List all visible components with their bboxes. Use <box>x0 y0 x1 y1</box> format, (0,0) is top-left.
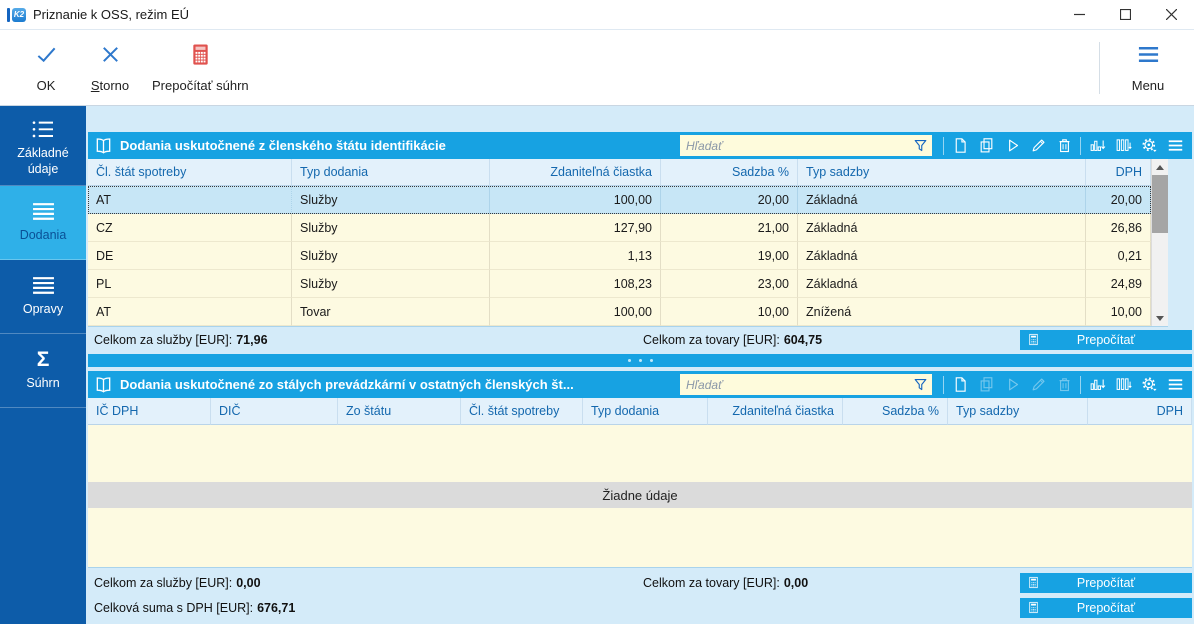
hamburger-icon <box>1137 43 1160 71</box>
empty-data-banner <box>88 482 1192 508</box>
table1-icon-strip <box>940 135 1188 157</box>
panel-splitter[interactable] <box>88 354 1192 367</box>
new-record-icon[interactable] <box>947 374 973 396</box>
run-icon[interactable] <box>999 135 1025 157</box>
chart-export-icon[interactable] <box>1084 135 1110 157</box>
toolbar-separator <box>1099 42 1100 94</box>
table-cell[interactable]: 127,90 <box>490 214 661 242</box>
book-icon <box>94 376 113 393</box>
table-cell[interactable]: Služby <box>292 214 490 242</box>
empty-data-text: Žiadne údaje <box>602 487 678 503</box>
table-row[interactable] <box>88 270 1151 298</box>
minimize-button[interactable] <box>1056 0 1102 30</box>
chart-export-icon[interactable] <box>1084 374 1110 396</box>
table2-panel <box>88 371 1192 620</box>
goods-total: Celkom za tovary [EUR]: 604,75 <box>643 332 823 347</box>
table2-footer <box>88 570 1192 595</box>
delete-record-icon <box>1051 374 1077 396</box>
title-bar <box>0 0 1194 30</box>
detail-list-icon <box>31 119 56 139</box>
table-cell[interactable]: 20,00 <box>661 186 798 214</box>
edit-record-icon[interactable] <box>1025 135 1051 157</box>
table-cell[interactable]: 19,00 <box>661 242 798 270</box>
recalc-button-grand-total[interactable]: Prepočítať <box>1020 598 1192 618</box>
sidebar-item-label: Základné údaje <box>17 146 69 176</box>
table-cell[interactable]: 10,00 <box>661 298 798 326</box>
x-icon <box>99 43 122 71</box>
table-cell[interactable]: 24,89 <box>1086 270 1151 298</box>
menu-button[interactable] <box>1116 37 1180 99</box>
menu-label: Menu <box>1131 77 1165 93</box>
grid-menu-icon[interactable] <box>1162 374 1188 396</box>
sidebar-item-label: Opravy <box>22 302 64 317</box>
calculator-icon <box>1027 576 1040 589</box>
table1-vertical-scrollbar[interactable] <box>1151 159 1168 326</box>
table2-title: Dodania uskutočnené zo stálych prevádzkární v ostatných členských št... <box>120 377 574 392</box>
table-cell[interactable]: 0,21 <box>1086 242 1151 270</box>
table-cell[interactable]: CZ <box>88 214 292 242</box>
table-cell[interactable]: 10,00 <box>1086 298 1151 326</box>
main-toolbar <box>0 30 1194 106</box>
maximize-button[interactable] <box>1102 0 1148 30</box>
table-cell[interactable]: Základná <box>798 186 1086 214</box>
book-icon <box>94 137 113 154</box>
table-cell[interactable]: 1,13 <box>490 242 661 270</box>
close-button[interactable] <box>1148 0 1194 30</box>
recalc-button-table1[interactable]: Prepočítať <box>1020 330 1192 350</box>
table-cell[interactable]: Základná <box>798 270 1086 298</box>
column-header[interactable]: Typ sadzby <box>948 398 1088 425</box>
table1-search-box <box>680 135 932 156</box>
columns-icon[interactable] <box>1110 135 1136 157</box>
filter-funnel-icon[interactable] <box>913 377 928 392</box>
sidebar-item-suhrn[interactable] <box>0 334 86 408</box>
delete-record-icon[interactable] <box>1051 135 1077 157</box>
grand-total-value: 676,71 <box>257 600 296 615</box>
table1 <box>88 159 1151 326</box>
table1-panel <box>88 132 1192 352</box>
table-cell[interactable]: 21,00 <box>661 214 798 242</box>
column-header[interactable]: Typ dodania <box>583 398 708 425</box>
content-area <box>86 106 1194 624</box>
table2-header-bar <box>88 371 1192 398</box>
table-cell[interactable]: 100,00 <box>490 186 661 214</box>
sidebar-item-zakladne-udaje[interactable] <box>0 112 86 186</box>
filter-funnel-icon[interactable] <box>913 138 928 153</box>
table2-column-header-row <box>88 398 1192 425</box>
recalc-summary-button[interactable] <box>142 37 259 99</box>
scroll-up-button[interactable] <box>1152 159 1168 175</box>
services-total: Celkom za služby [EUR]: 0,00 <box>94 575 261 590</box>
calculator-icon <box>1027 333 1040 346</box>
table2-icon-strip <box>940 374 1188 396</box>
lines-icon <box>31 275 56 295</box>
column-header[interactable]: DPH <box>1086 159 1151 186</box>
table2-search-input[interactable] <box>686 378 913 392</box>
goods-total-value: 0,00 <box>783 575 809 590</box>
column-header[interactable]: DPH <box>1088 398 1192 425</box>
column-header[interactable]: Zo štátu <box>338 398 461 425</box>
edit-record-icon <box>1025 374 1051 396</box>
goods-total-value: 604,75 <box>783 332 823 347</box>
calculator-icon <box>189 43 212 71</box>
table1-search-input[interactable] <box>686 139 913 153</box>
table-cell[interactable]: DE <box>88 242 292 270</box>
recalc-summary-label: Prepočítať súhrn <box>152 77 249 93</box>
table-cell[interactable]: 26,86 <box>1086 214 1151 242</box>
recalc-button-table2[interactable]: Prepočítať <box>1020 573 1192 593</box>
grand-total-row <box>88 595 1192 620</box>
table-cell[interactable]: AT <box>88 298 292 326</box>
table1-header-bar <box>88 132 1192 159</box>
table-row[interactable] <box>88 298 1151 326</box>
copy-record-icon[interactable] <box>973 135 999 157</box>
scroll-down-button[interactable] <box>1152 310 1168 326</box>
new-record-icon[interactable] <box>947 135 973 157</box>
copy-record-icon <box>973 374 999 396</box>
sigma-icon: Σ <box>36 347 50 371</box>
table-cell[interactable]: PL <box>88 270 292 298</box>
storno-button[interactable] <box>78 37 142 99</box>
sidebar <box>0 106 86 624</box>
table-row[interactable] <box>88 242 1151 270</box>
table-cell[interactable]: Služby <box>292 186 490 214</box>
table-cell[interactable]: 20,00 <box>1086 186 1151 214</box>
window-title: Priznanie k OSS, režim EÚ <box>33 7 190 22</box>
column-header[interactable]: DIČ <box>211 398 338 425</box>
table2-body <box>88 425 1192 568</box>
table-row[interactable] <box>88 186 1151 214</box>
scroll-thumb[interactable] <box>1152 175 1168 233</box>
column-header[interactable]: Sadzba % <box>661 159 798 186</box>
lines-icon <box>31 201 56 221</box>
table1-title: Dodania uskutočnené z členského štátu identifikácie <box>120 138 446 153</box>
settings-gear-icon[interactable] <box>1136 135 1162 157</box>
table-row[interactable] <box>88 214 1151 242</box>
column-header[interactable]: Sadzba % <box>843 398 948 425</box>
table1-body <box>88 186 1151 326</box>
k2-app-icon: K2 <box>7 8 26 22</box>
check-icon <box>35 43 58 71</box>
column-header[interactable]: Čl. štát spotreby <box>88 159 292 186</box>
table-cell[interactable]: AT <box>88 186 292 214</box>
table-cell[interactable]: 100,00 <box>490 298 661 326</box>
services-total-value: 0,00 <box>236 575 261 590</box>
sidebar-item-label: Dodania <box>19 228 67 243</box>
table-cell[interactable]: Tovar <box>292 298 490 326</box>
table-cell[interactable]: 108,23 <box>490 270 661 298</box>
table2-search-box <box>680 374 932 395</box>
column-header[interactable]: Zdaniteľná čiastka <box>490 159 661 186</box>
goods-total: Celkom za tovary [EUR]: 0,00 <box>643 575 809 590</box>
services-total: Celkom za služby [EUR]: 71,96 <box>94 332 268 347</box>
table1-column-header-row <box>88 159 1151 186</box>
table1-footer <box>88 327 1192 352</box>
settings-gear-icon[interactable] <box>1136 374 1162 396</box>
column-header[interactable]: Typ sadzby <box>798 159 1086 186</box>
table-cell[interactable]: Základná <box>798 214 1086 242</box>
column-header[interactable]: Zdaniteľná čiastka <box>708 398 843 425</box>
sidebar-item-opravy[interactable] <box>0 260 86 334</box>
column-header[interactable]: IČ DPH <box>88 398 211 425</box>
services-total-value: 71,96 <box>236 332 268 347</box>
column-header[interactable]: Typ dodania <box>292 159 490 186</box>
table-cell[interactable]: Služby <box>292 242 490 270</box>
calculator-icon <box>1027 601 1040 614</box>
column-header[interactable]: Čl. štát spotreby <box>461 398 583 425</box>
ok-label: OK <box>36 77 56 93</box>
ok-button[interactable] <box>14 37 78 99</box>
table-cell[interactable]: Znížená <box>798 298 1086 326</box>
table-cell[interactable]: Služby <box>292 270 490 298</box>
table-cell[interactable]: 23,00 <box>661 270 798 298</box>
sidebar-item-label: Súhrn <box>26 376 60 391</box>
sidebar-item-dodania[interactable] <box>0 186 86 260</box>
storno-label: Storno <box>90 77 130 93</box>
run-icon <box>999 374 1025 396</box>
table-cell[interactable]: Základná <box>798 242 1086 270</box>
grand-total: Celková suma s DPH [EUR]: 676,71 <box>94 600 296 615</box>
grid-menu-icon[interactable] <box>1162 135 1188 157</box>
columns-icon[interactable] <box>1110 374 1136 396</box>
